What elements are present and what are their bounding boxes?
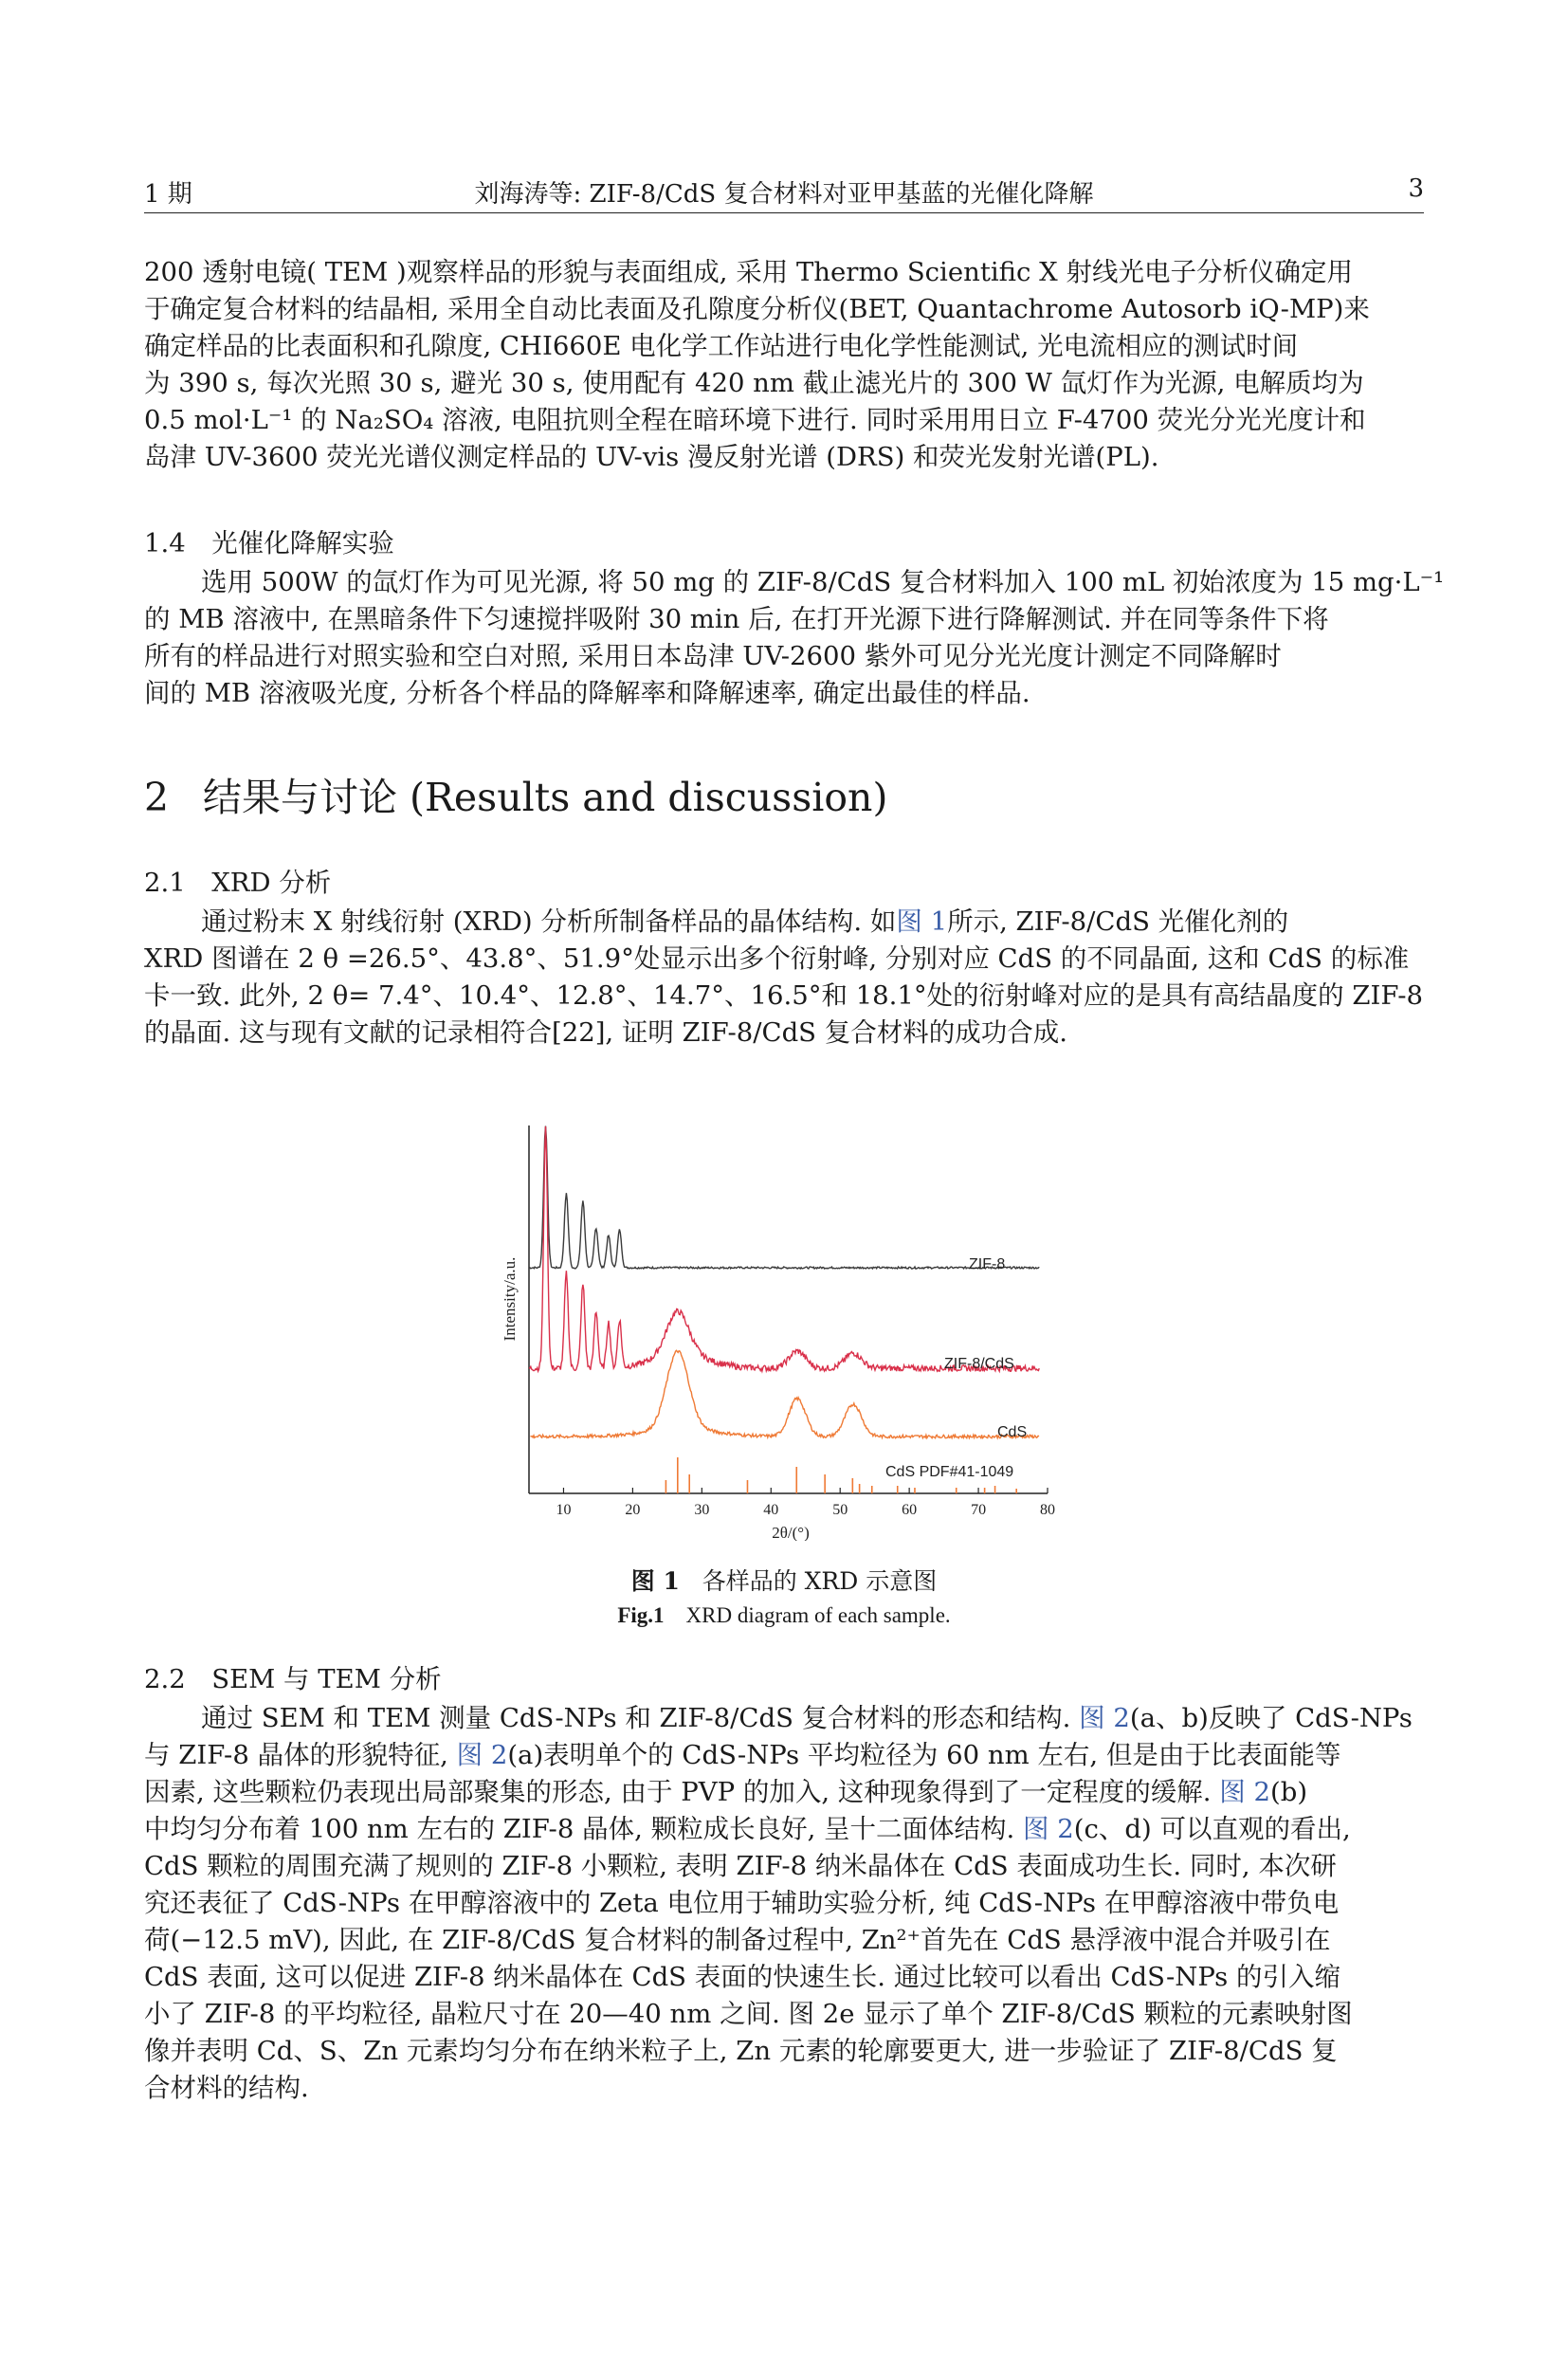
text-line: XRD 图谱在 2 θ =26.5°、43.8°、51.9°处显示出多个衍射峰, 分别对应 CdS 的不同晶面, 这和 CdS 的标准 xyxy=(144,943,1410,974)
xrd-figure xyxy=(493,1114,1062,1541)
x-axis-label: 2θ/(°) xyxy=(772,1524,810,1541)
text-run: 因素, 这些颗粒仍表现出局部聚集的形态, 由于 PVP 的加入, 这种现象得到了一定程度的缓解. xyxy=(144,1777,1220,1807)
caption-text: 各样品的 XRD 示意图 xyxy=(702,1567,938,1595)
section-1-4-heading: 1.4 光催化降解实验 xyxy=(144,528,394,558)
running-header xyxy=(144,167,1424,213)
text-run: 中均匀分布着 100 nm 左右的 ZIF-8 晶体, 颗粒成长良好, 呈十二面体结构. xyxy=(144,1814,1024,1844)
caption-label: Fig.1 xyxy=(617,1603,665,1627)
text-line: CdS 表面, 这可以促进 ZIF-8 纳米晶体在 CdS 表面的快速生长. 通过比较可以看出 CdS-NPs 的引入缩 xyxy=(144,1962,1340,1992)
text-line: 小了 ZIF-8 的平均粒径, 晶粒尺寸在 20—40 nm 之间. 图 2e 显示了单个 ZIF-8/CdS 颗粒的元素映射图 xyxy=(144,1999,1353,2029)
figure-2-link[interactable]: 图 2 xyxy=(1219,1777,1271,1807)
text-line: 0.5 mol·L⁻¹ 的 Na₂SO₄ 溶液, 电阻抗则全程在暗环境下进行. 同时采用用日立 F-4700 荧光分光光度计和 xyxy=(144,405,1366,435)
y-axis-label: Intensity/a.u. xyxy=(501,1256,519,1342)
x-tick-label: 70 xyxy=(971,1502,987,1518)
text-run: 所示, ZIF-8/CdS 光催化剂的 xyxy=(947,906,1289,937)
legend-cds-pdf: CdS PDF#41-1049 xyxy=(885,1464,1014,1480)
text-line: 岛津 UV-3600 荧光光谱仪测定样品的 UV-vis 漫反射光谱 (DRS) 和荧光发射光谱(PL). xyxy=(144,442,1159,472)
x-tick-label: 50 xyxy=(832,1502,848,1518)
text-line: CdS 颗粒的周围充满了规则的 ZIF-8 小颗粒, 表明 ZIF-8 纳米晶体在 CdS 表面成功生长. 同时, 本次研 xyxy=(144,1851,1337,1881)
issue-number: 1 期 xyxy=(144,180,192,209)
x-tick-label: 60 xyxy=(902,1502,918,1518)
text-run: 通过 SEM 和 TEM 测量 CdS-NPs 和 ZIF-8/CdS 复合材料的形态和结构. xyxy=(201,1703,1080,1733)
legend-cds: CdS xyxy=(997,1424,1028,1440)
text-line xyxy=(144,1811,1424,1848)
page-number: 3 xyxy=(1408,174,1424,203)
figure-1-link[interactable]: 图 1 xyxy=(896,906,948,937)
section-2-2-paragraph xyxy=(144,1700,1424,2107)
text-line: 200 透射电镜( TEM )观察样品的形貌与表面组成, 采用 Thermo Scientific X 射线光电子分析仪确定用 xyxy=(144,257,1353,287)
text-line xyxy=(144,1737,1424,1774)
text-line xyxy=(144,1700,1424,1737)
text-line: 选用 500W 的氙灯作为可见光源, 将 50 mg 的 ZIF-8/CdS 复合材料加入 100 mL 初始浓度为 15 mg·L⁻¹ xyxy=(201,567,1445,597)
text-line: 像并表明 Cd、S、Zn 元素均匀分布在纳米粒子上, Zn 元素的轮廓要更大, 进一步验证了 ZIF-8/CdS 复 xyxy=(144,2036,1338,2066)
running-title: 刘海涛等: ZIF-8/CdS 复合材料对亚甲基蓝的光催化降解 xyxy=(474,180,1094,209)
text-line: 为 390 s, 每次光照 30 s, 避光 30 s, 使用配有 420 nm 截止滤光片的 300 W 氙灯作为光源, 电解质均为 xyxy=(144,368,1364,398)
figure-2-link[interactable]: 图 2 xyxy=(456,1740,508,1770)
text-line: 卡一致. 此外, 2 θ= 7.4°、10.4°、12.8°、14.7°、16.5°和 18.1°处的衍射峰对应的是具有高结晶度的 ZIF-8 xyxy=(144,980,1424,1011)
text-line: 确定样品的比表面积和孔隙度, CHI660E 电化学工作站进行电化学性能测试, 光电流相应的测试时间 xyxy=(144,331,1299,361)
caption-label: 图 1 xyxy=(630,1567,680,1595)
text-line: 合材料的结构. xyxy=(144,2073,309,2103)
text-run: 通过粉末 X 射线衍射 (XRD) 分析所制备样品的晶体结构. 如 xyxy=(201,906,897,937)
text-line: 所有的样品进行对照实验和空白对照, 采用日本岛津 UV-2600 紫外可见分光光度计测定不同降解时 xyxy=(144,641,1282,671)
text-line: 的 MB 溶液中, 在黑暗条件下匀速搅拌吸附 30 min 后, 在打开光源下进行降解测试. 并在同等条件下将 xyxy=(144,604,1329,634)
text-line: 的晶面. 这与现有文献的记录相符合[22], 证明 ZIF-8/CdS 复合材料的成功合成. xyxy=(144,1017,1067,1048)
legend-zif8: ZIF-8 xyxy=(969,1256,1006,1272)
section-2-2-heading: 2.2 SEM 与 TEM 分析 xyxy=(144,1664,442,1694)
section-2-heading xyxy=(144,766,887,822)
figure-2-link[interactable]: 图 2 xyxy=(1079,1703,1130,1733)
legend-zif8-cds: ZIF-8/CdS xyxy=(944,1356,1014,1372)
xrd-chart xyxy=(493,1114,1062,1541)
x-tick-label: 40 xyxy=(763,1502,779,1518)
text-run: (c、d) 可以直观的看出, xyxy=(1073,1814,1351,1844)
section-1-4-paragraph xyxy=(144,564,1445,712)
figure-caption-cn xyxy=(0,1563,1568,1597)
x-tick-label: 10 xyxy=(556,1502,572,1518)
section-number: 2 xyxy=(144,775,170,820)
series-line-zif-8 xyxy=(529,1126,1039,1269)
text-line: 间的 MB 溶液吸光度, 分析各个样品的降解率和降解速率, 确定出最佳的样品. xyxy=(144,678,1030,708)
text-run: (b) xyxy=(1270,1777,1308,1807)
section-2-1-paragraph xyxy=(144,904,1424,1052)
text-run: (a)表明单个的 CdS-NPs 平均粒径为 60 nm 左右, 但是由于比表面能等 xyxy=(507,1740,1341,1770)
text-run: 与 ZIF-8 晶体的形貌特征, xyxy=(144,1740,457,1770)
text-line: 荷(−12.5 mV), 因此, 在 ZIF-8/CdS 复合材料的制备过程中, Zn²⁺首先在 CdS 悬浮液中混合并吸引在 xyxy=(144,1925,1331,1955)
x-tick-label: 30 xyxy=(694,1502,710,1518)
section-title: 结果与讨论 (Results and discussion) xyxy=(203,775,888,820)
figure-caption-en xyxy=(0,1603,1568,1628)
methods-paragraph xyxy=(144,254,1424,476)
text-line: 究还表征了 CdS-NPs 在甲醇溶液中的 Zeta 电位用于辅助实验分析, 纯 CdS-NPs 在甲醇溶液中带负电 xyxy=(144,1888,1340,1918)
caption-text: XRD diagram of each sample. xyxy=(685,1603,951,1627)
text-run: (a、b)反映了 CdS-NPs xyxy=(1129,1703,1413,1733)
text-line xyxy=(144,1774,1424,1811)
figure-2-link[interactable]: 图 2 xyxy=(1023,1814,1074,1844)
section-2-1-heading: 2.1 XRD 分析 xyxy=(144,868,332,898)
text-line: 于确定复合材料的结晶相, 采用全自动比表面及孔隙度分析仪(BET, Quantachrome Autosorb iQ-MP)来 xyxy=(144,294,1370,324)
x-tick-label: 80 xyxy=(1040,1502,1055,1518)
text-line xyxy=(144,904,1424,941)
series-line-zif-8-cds xyxy=(529,1126,1039,1371)
x-tick-label: 20 xyxy=(625,1502,641,1518)
